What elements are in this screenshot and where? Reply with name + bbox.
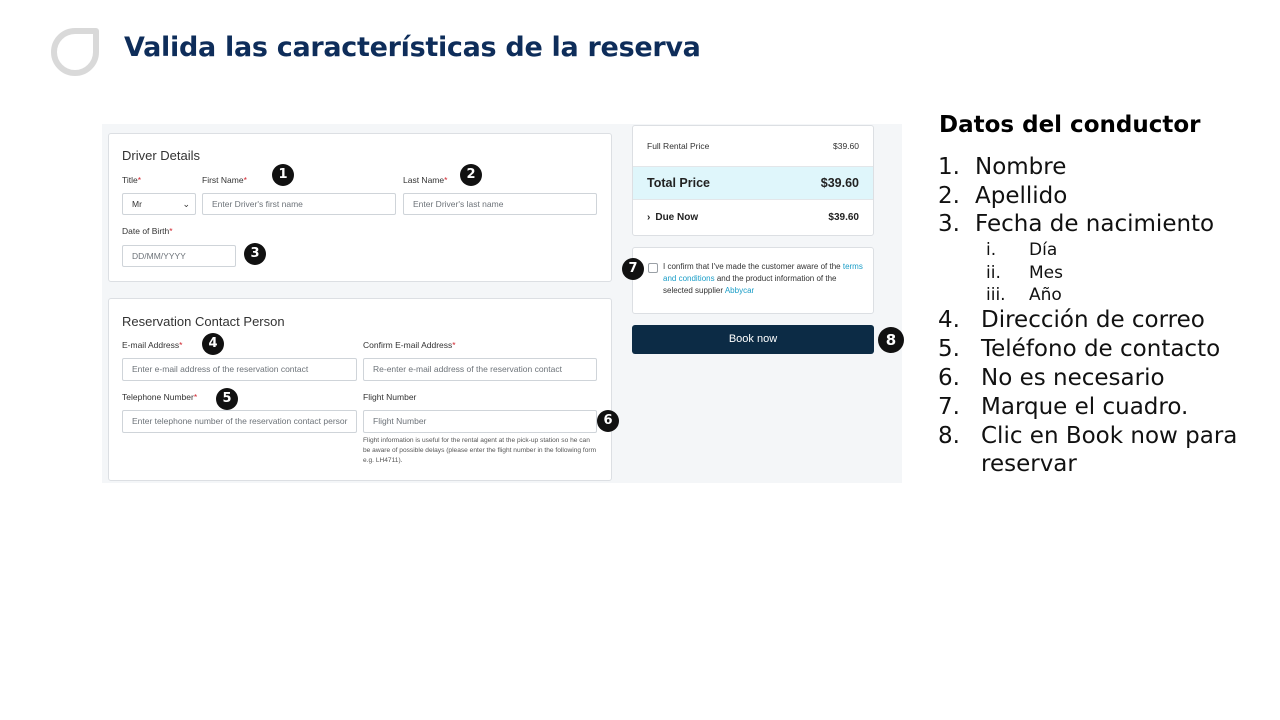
total-price-value: $39.60	[820, 176, 859, 190]
list-item-continuation: reservar	[981, 451, 1077, 477]
list-item: 8. Clic en Book now para	[938, 423, 1238, 449]
due-now-label: Due Now	[655, 212, 699, 223]
sub-list-item: iii. Año	[986, 285, 1062, 305]
terms-link[interactable]: terms and conditions	[663, 262, 863, 283]
email-label: E-mail Address*	[122, 340, 183, 350]
step-badge-5: 5	[216, 388, 238, 410]
full-rental-label: Full Rental Price	[647, 141, 710, 151]
side-title: Datos del conductor	[939, 112, 1201, 138]
first-name-label: First Name*	[202, 175, 247, 185]
due-now-row[interactable]	[633, 200, 873, 235]
driver-details-heading: Driver Details	[122, 148, 201, 163]
contact-heading: Reservation Contact Person	[122, 314, 285, 329]
terms-text: I confirm that I've made the customer aware of the terms and conditions and the product information of the selected supplier Abbycar	[663, 262, 863, 295]
total-price-row	[633, 167, 873, 200]
list-item: 3. Fecha de nacimiento	[938, 211, 1215, 237]
due-now-value: $39.60	[828, 212, 859, 223]
flight-input[interactable]: Flight Number	[363, 410, 597, 433]
chevron-down-icon: ⌄	[182, 199, 190, 209]
step-badge-2: 2	[460, 164, 482, 186]
confirm-email-input[interactable]: Re-enter e-mail address of the reservation contact	[363, 358, 597, 381]
driver-details-card	[108, 133, 612, 282]
full-rental-row	[633, 126, 873, 167]
step-badge-3: 3	[244, 243, 266, 265]
terms-checkbox[interactable]	[648, 263, 658, 273]
step-badge-7: 7	[622, 258, 644, 280]
step-badge-6: 6	[597, 410, 619, 432]
dob-label: Date of Birth*	[122, 226, 173, 236]
phone-input[interactable]: Enter telephone number of the reservation contact persor	[122, 410, 357, 433]
list-item: 6. No es necesario	[938, 365, 1165, 391]
title-select[interactable]: Mr ⌄	[122, 193, 196, 215]
book-now-button[interactable]: Book now	[632, 325, 874, 354]
slide-title: Valida las características de la reserva	[124, 32, 701, 63]
brand-logo	[50, 28, 100, 83]
email-input[interactable]: Enter e-mail address of the reservation contact	[122, 358, 357, 381]
list-item: 1. Nombre	[938, 154, 1067, 180]
list-item: 5. Teléfono de contacto	[938, 336, 1221, 362]
sub-list-item: ii. Mes	[986, 263, 1063, 283]
phone-label: Telephone Number*	[122, 392, 198, 402]
flight-label: Flight Number	[363, 392, 417, 402]
price-card	[632, 125, 874, 236]
list-item: 7. Marque el cuadro.	[938, 394, 1189, 420]
confirm-email-label: Confirm E-mail Address*	[363, 340, 456, 350]
supplier-link[interactable]: Abbycar	[724, 286, 755, 295]
full-rental-value: $39.60	[833, 141, 859, 151]
list-item: 2. Apellido	[938, 183, 1068, 209]
contact-card	[108, 298, 612, 481]
step-badge-1: 1	[272, 164, 294, 186]
dob-input[interactable]: DD/MM/YYYY	[122, 245, 236, 267]
step-badge-4: 4	[202, 333, 224, 355]
terms-card	[632, 247, 874, 314]
last-name-label: Last Name*	[403, 175, 448, 185]
list-item: 4. Dirección de correo	[938, 307, 1205, 333]
title-label: Title*	[122, 175, 142, 185]
flight-hint: Flight information is useful for the rental agent at the pick-up station so he can be aware of possible delays (please enter the flight number in the following form e.g. LH4711).	[363, 437, 597, 464]
total-price-label: Total Price	[647, 176, 710, 190]
chevron-right-icon: ›	[647, 212, 651, 223]
last-name-input[interactable]: Enter Driver's last name	[403, 193, 597, 215]
step-badge-8: 8	[878, 327, 904, 353]
sub-list-item: i. Día	[986, 240, 1058, 260]
first-name-input[interactable]: Enter Driver's first name	[202, 193, 396, 215]
